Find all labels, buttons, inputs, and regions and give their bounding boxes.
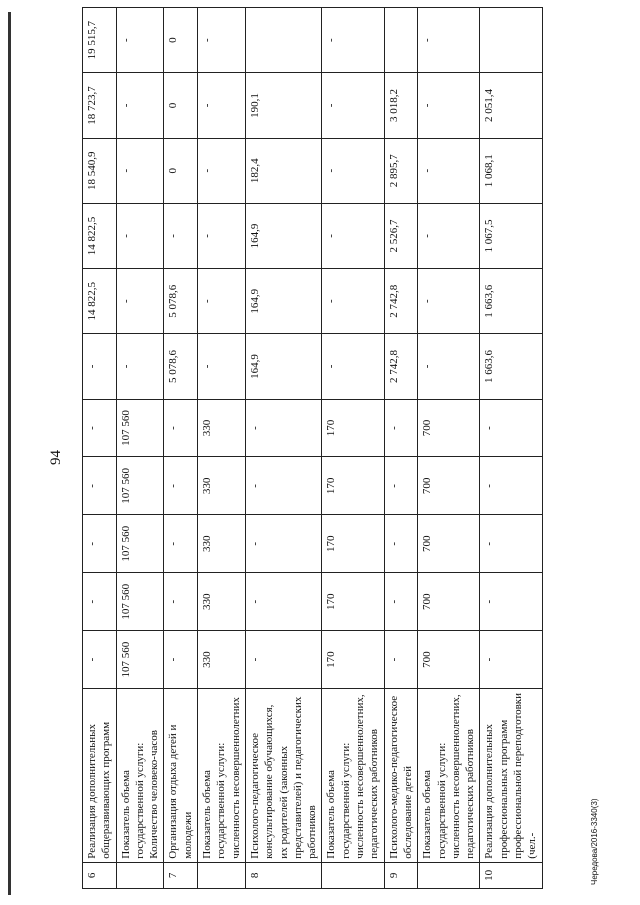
value-cell: 170 — [322, 399, 384, 457]
value-cell: 0 — [164, 138, 198, 203]
table-row — [116, 8, 164, 889]
value-cell: - — [116, 8, 164, 73]
value-cell: - — [322, 334, 384, 399]
value-cell: - — [116, 73, 164, 138]
table-row — [164, 8, 198, 889]
row-description-cell: Показатель объема государственной услуги: Количество человеко-часов — [116, 689, 164, 863]
table-row — [322, 8, 384, 889]
row-description-cell: Реализация дополнительных профессиональных программ профессиональной переподготовки (чел.- — [480, 689, 542, 863]
table-row — [198, 8, 246, 889]
value-cell: 170 — [322, 457, 384, 515]
value-cell: - — [322, 138, 384, 203]
value-cell: 330 — [198, 457, 246, 515]
value-cell: - — [116, 138, 164, 203]
table-row — [245, 8, 321, 889]
row-number-cell — [198, 862, 246, 888]
row-number-cell: 9 — [384, 862, 418, 888]
value-cell: - — [83, 457, 117, 515]
value-cell: - — [198, 138, 246, 203]
value-cell: - — [418, 269, 480, 334]
value-cell: - — [164, 631, 198, 689]
value-cell: 700 — [418, 515, 480, 573]
value-cell: - — [198, 73, 246, 138]
value-cell: 164,9 — [245, 269, 321, 334]
value-cell: - — [322, 203, 384, 268]
value-cell: - — [418, 8, 480, 73]
row-description-cell: Показатель объема государственной услуги: численность несовершеннолетних — [198, 689, 246, 863]
value-cell: - — [83, 631, 117, 689]
value-cell: 0 — [164, 73, 198, 138]
value-cell: 700 — [418, 631, 480, 689]
value-cell: 700 — [418, 399, 480, 457]
value-cell: 107 560 — [116, 399, 164, 457]
value-cell: 182,4 — [245, 138, 321, 203]
value-cell: 107 560 — [116, 457, 164, 515]
value-cell: 107 560 — [116, 573, 164, 631]
value-cell: - — [198, 203, 246, 268]
value-cell: 170 — [322, 631, 384, 689]
value-cell: 164,9 — [245, 334, 321, 399]
value-cell: 330 — [198, 573, 246, 631]
value-cell: - — [480, 515, 542, 573]
footer-code: Чередова/2016-3340(3) — [590, 798, 599, 885]
value-cell: - — [418, 73, 480, 138]
row-number-cell — [418, 862, 480, 888]
value-cell: 5 078,6 — [164, 334, 198, 399]
table-row — [480, 8, 542, 889]
value-cell: - — [418, 138, 480, 203]
value-cell: - — [116, 269, 164, 334]
value-cell: - — [164, 457, 198, 515]
value-cell: 164,9 — [245, 203, 321, 268]
value-cell: - — [384, 457, 418, 515]
value-cell: 700 — [418, 573, 480, 631]
value-cell: - — [164, 399, 198, 457]
value-cell: 14 822,5 — [83, 269, 117, 334]
value-cell: - — [480, 573, 542, 631]
value-cell: 107 560 — [116, 631, 164, 689]
value-cell: - — [384, 399, 418, 457]
value-cell: 700 — [418, 457, 480, 515]
value-cell: - — [83, 573, 117, 631]
value-cell: 330 — [198, 515, 246, 573]
value-cell: - — [480, 631, 542, 689]
value-cell: 107 560 — [116, 515, 164, 573]
row-description-cell: Психолого-педагогическое консультирование обучающихся, их родителей (законных представителей) и педагогических работников — [245, 689, 321, 863]
value-cell: - — [198, 8, 246, 73]
value-cell: 18 540,9 — [83, 138, 117, 203]
value-cell: - — [164, 515, 198, 573]
value-cell: - — [245, 631, 321, 689]
value-cell: - — [164, 203, 198, 268]
value-cell: 19 515,7 — [83, 8, 117, 73]
row-number-cell: 8 — [245, 862, 321, 888]
row-description-cell: Показатель объема государственной услуги: численность несовершеннолетних, педагогических работников — [418, 689, 480, 863]
row-description-cell: Показатель объема государственной услуги: численность несовершеннолетних, педагогических работников — [322, 689, 384, 863]
value-cell: - — [116, 203, 164, 268]
value-cell: 1 663,6 — [480, 334, 542, 399]
value-cell: 190,1 — [245, 73, 321, 138]
value-cell: 330 — [198, 399, 246, 457]
value-cell: - — [322, 8, 384, 73]
value-cell: 170 — [322, 515, 384, 573]
value-cell: - — [384, 631, 418, 689]
value-cell: 1 067,5 — [480, 203, 542, 268]
table-row — [418, 8, 480, 889]
row-description-cell: Психолого-медико-педагогическое обследование детей — [384, 689, 418, 863]
value-cell: - — [198, 269, 246, 334]
budget-table — [82, 7, 543, 889]
row-number-cell — [322, 862, 384, 888]
value-cell — [480, 8, 542, 73]
row-number-cell: 6 — [83, 862, 117, 888]
value-cell: 2 526,7 — [384, 203, 418, 268]
value-cell: - — [245, 573, 321, 631]
value-cell: 170 — [322, 573, 384, 631]
page-number: 94 — [48, 450, 64, 465]
value-cell: 330 — [198, 631, 246, 689]
value-cell: 0 — [164, 8, 198, 73]
value-cell: - — [164, 573, 198, 631]
row-number-cell — [116, 862, 164, 888]
value-cell: 14 822,5 — [83, 203, 117, 268]
value-cell: 2 742,8 — [384, 334, 418, 399]
table-row — [384, 8, 418, 889]
value-cell: - — [418, 334, 480, 399]
value-cell: - — [418, 203, 480, 268]
row-number-cell: 10 — [480, 862, 542, 888]
value-cell: - — [198, 334, 246, 399]
value-cell: - — [116, 334, 164, 399]
value-cell: 2 742,8 — [384, 269, 418, 334]
value-cell: - — [83, 515, 117, 573]
value-cell — [384, 8, 418, 73]
value-cell: - — [245, 515, 321, 573]
value-cell: - — [245, 457, 321, 515]
value-cell: - — [245, 399, 321, 457]
value-cell: - — [384, 573, 418, 631]
value-cell: 18 723,7 — [83, 73, 117, 138]
value-cell: - — [480, 399, 542, 457]
value-cell: - — [480, 457, 542, 515]
table-body — [83, 8, 543, 889]
value-cell: - — [83, 334, 117, 399]
value-cell: - — [83, 399, 117, 457]
row-description-cell: Реализация дополнительных общеразвивающих программ — [83, 689, 117, 863]
value-cell: - — [322, 269, 384, 334]
value-cell: 5 078,6 — [164, 269, 198, 334]
value-cell: 2 051,4 — [480, 73, 542, 138]
value-cell: 2 895,7 — [384, 138, 418, 203]
value-cell: 1 068,1 — [480, 138, 542, 203]
value-cell: - — [322, 73, 384, 138]
row-number-cell: 7 — [164, 862, 198, 888]
value-cell — [245, 8, 321, 73]
table-row — [83, 8, 117, 889]
value-cell: 3 018,2 — [384, 73, 418, 138]
value-cell: 1 663,6 — [480, 269, 542, 334]
row-description-cell: Организация отдыха детей и молодежи — [164, 689, 198, 863]
value-cell: - — [384, 515, 418, 573]
